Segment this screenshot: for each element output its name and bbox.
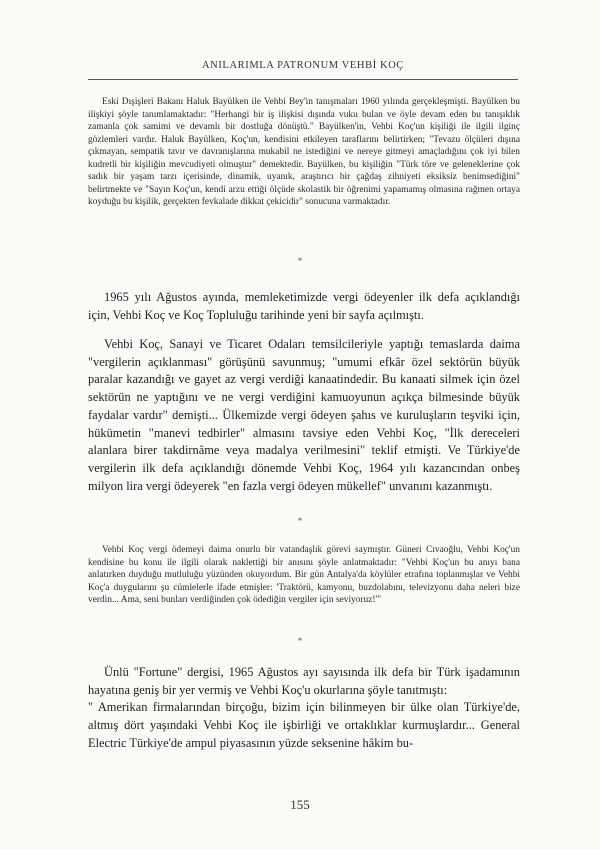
section-separator-star: * — [297, 636, 303, 646]
running-header: ANILARIMLA PATRONUM VEHBİ KOÇ — [201, 60, 405, 71]
tax-views-block — [88, 336, 520, 495]
paragraph-tax-views: Vehbi Koç, Sanayi ve Ticaret Odaları temsilcileriyle yaptığı temaslarda daima "vergilerin açıklanması" görüşünü savunmuş; "umumi efkâr özel sektörün büyük paralar kazandığı ve gayet az vergi verdiği kanaatindedir. Bu kanaati silmek için özel sektörün ne yaptığını ve ne vergi verdiğini kamuoyunun açıkça bilmesinde büyük faydalar vardır" demişti... Ülkemizde vergi ödeyen şahıs ve kuruluşların teşviki için, hükümetin "manevi tedbirler" almasını tavsiye eden Vehbi Koç, "İlk dereceleri alanlara birer takdirnâme veya madalya verilmesini" teklif etmişti. Ve Türkiye'de vergilerin ilk defa açıklandığı dönemde Vehbi Koç, 1964 yılı kazancından onbeş milyon lira vergi ödeyerek "en fazla vergi ödeyen mükellef" unvanını kazanmıştı. — [88, 337, 520, 493]
bayulken-paragraph-block — [88, 96, 520, 209]
paragraph-bayulken: Eski Dışişleri Bakanı Haluk Bayülken ile Vehbi Bey'in tanışmaları 1960 yılında gerçekleşmişti. Bayülken bu ilişkiyi şöyle tanımlamaktadır: "Herhangi bir iş ilişkisi dışında vuku bulan ve öyle devam eden bu tanışıklık zamanla çok samimi ve devamlı bir dostluğa dönüştü." Bayülken'in, Vehbi Koç'un kişiliği ile ilgili ilginç gözlemleri vardır. Haluk Bayülken, Koç'un, kendisini etkileyen taraflarını belirtirken; "Tevazu ölçüleri dışına çıkmayan, sempatik tavır ve davranışlarına mukabil ne istediğini ve nereye gitmeyi amaçladığını çok iyi bilen kudretli bir kişiliğin mevcudiyeti olmuştur" demektedir. Bayülken, bu kişiliğin "Türk töre ve geleneklerine çok sadık bir yaşam tarzı içerisinde, dinamik, uyanık, araştırıcı bir çağdaş zihniyeti eksiksiz benimsediğini" belirtmekte ve "Sayın Koç'un, kendi arzu ettiği ölçüde skolastik bir öğrenimi yapamamış olmasına rağmen ortaya koyduğu bu kişilik, gerçekten fevkalade dikkat çekicidir" sonucuna varmaktadır. — [88, 97, 520, 208]
header-rule — [88, 79, 518, 80]
page-number: 155 — [290, 797, 310, 812]
tax-announcement-block — [88, 289, 520, 324]
fortune-block — [88, 664, 520, 753]
paragraph-fortune-intro: Ünlü "Fortune" dergisi, 1965 Ağustos ayı sayısında ilk defa bir Türk işadamının hayatına geniş bir yer vermiş ve Vehbi Koç'u okurlarına şöyle tanıtmıştı: — [88, 665, 520, 697]
paragraph-1965-august: 1965 yılı Ağustos ayında, memleketimizde vergi ödeyenler ilk defa açıklandığı için, Vehbi Koç ve Koç Topluluğu tarihinde yeni bir sayfa açılmıştı. — [88, 290, 520, 322]
section-separator-star: * — [297, 516, 303, 526]
section-separator-star: * — [297, 256, 303, 266]
paragraph-civaoglu-anecdote: Vehbi Koç vergi ödemeyi daima onurlu bir vatandaşlık görevi saymıştır. Güneri Cıvaoğlu, Vehbi Koç'un kendisine bu konu ile ilgili olarak naklettiği bir anısını şöyle anlatmaktadır: "Vehbi Koç'un bu anıyı bana anlatırken duyduğu mutluluğu yüzünden okuyordum. Bir gün Antalya'da köylüler etrafına toplanmışlar ve Vehbi Koç'a duygularını şu cümlelerle ifade etmişler: 'Traktörü, kamyonu, buzdolabını, televizyonu daha neleri bize verdin... Ama, seni bunları verdiğinden çok ödediğin vergiler için seviyoruz!'" — [88, 545, 520, 606]
paragraph-fortune-quote: " Amerikan firmalarından birçoğu, bizim için bilinmeyen bir ülke olan Türkiye'de, altmış dört yaşındaki Vehbi Koç ile işbirliği ve ortaklıklar kurmuşlardır... General Electric Türkiye'de ampul piyasasının yüzde seksenine hâkim bu- — [88, 700, 520, 750]
civaoglu-anecdote-block — [88, 544, 520, 607]
